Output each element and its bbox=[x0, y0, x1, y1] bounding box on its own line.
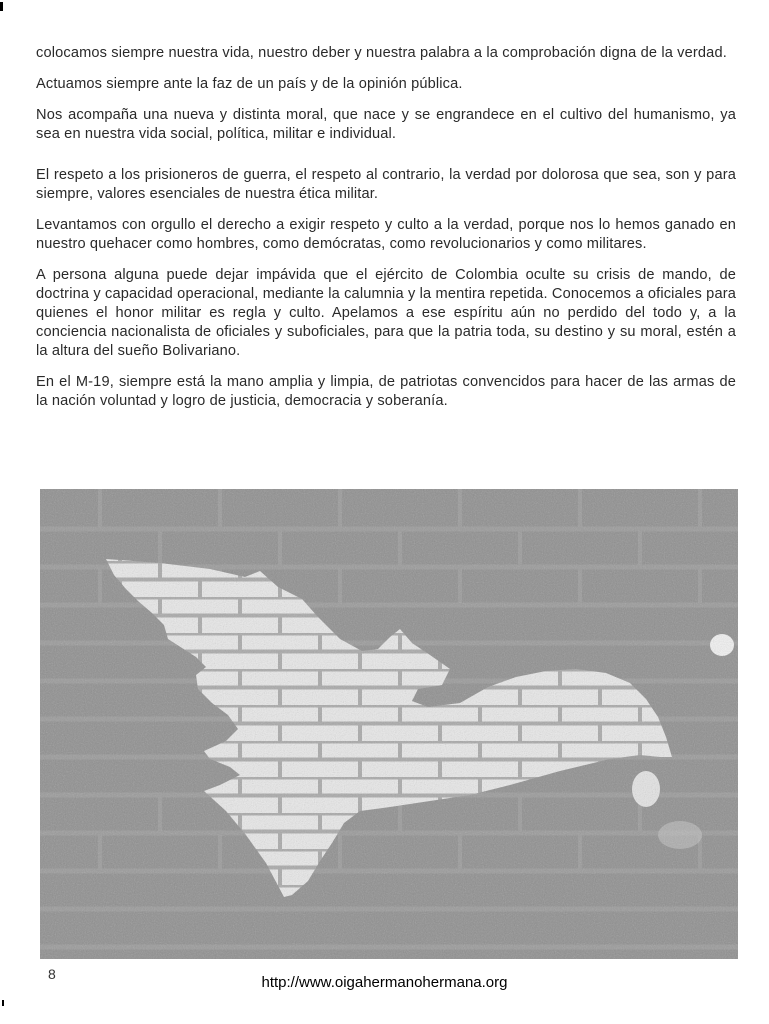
dove-over-wall-photo bbox=[40, 489, 738, 959]
page-number: 8 bbox=[48, 966, 56, 982]
paragraph-1: colocamos siempre nuestra vida, nuestro deber y nuestra palabra a la comprobación digna de la verdad. bbox=[36, 45, 727, 61]
paragraph-7: En el M-19, siempre está la mano amplia y limpia, de patriotas convencidos para hacer de las armas de la nación voluntad y logro de justicia, democracia y soberanía. bbox=[36, 374, 736, 409]
scan-mark-top-left bbox=[0, 2, 3, 11]
paragraph-3: Nos acompaña una nueva y distinta moral, que nace y se engrandece en el cultivo del humanismo, ya sea en nuestra vida social, política, militar e individual. bbox=[36, 107, 736, 142]
photo-grain bbox=[40, 489, 738, 959]
footer-url[interactable]: http://www.oigahermanohermana.org bbox=[261, 974, 508, 991]
dove-figure-svg bbox=[40, 489, 738, 959]
paragraph-5: Levantamos con orgullo el derecho a exigir respeto y culto a la verdad, porque nos lo hemos ganado en nuestro quehacer como hombres, como demócratas, como revolucionarios y como militares. bbox=[36, 217, 736, 252]
body-text bbox=[36, 44, 736, 423]
paragraph-4: El respeto a los prisioneros de guerra, el respeto al contrario, la verdad por dolorosa que sea, son y para siempre, valores esenciales de nuestra ética militar. bbox=[36, 167, 736, 202]
paragraph-6: A persona alguna puede dejar impávida que el ejército de Colombia oculte su crisis de mando, de doctrina y capacidad operacional, mediante la calumnia y la mentira repetida. Conocemos a oficiales para quienes el honor militar es regla y culto. Apelamos a ese espíritu aún no perdido del todo y, a la conciencia nacionalista de oficiales y suboficiales, para que la patria toda, su destino y su moral, estén a la altura del sueño Bolivariano. bbox=[36, 267, 736, 359]
paragraph-2: Actuamos siempre ante la faz de un país y de la opinión pública. bbox=[36, 76, 463, 92]
scan-mark-bottom-left bbox=[2, 1000, 4, 1006]
